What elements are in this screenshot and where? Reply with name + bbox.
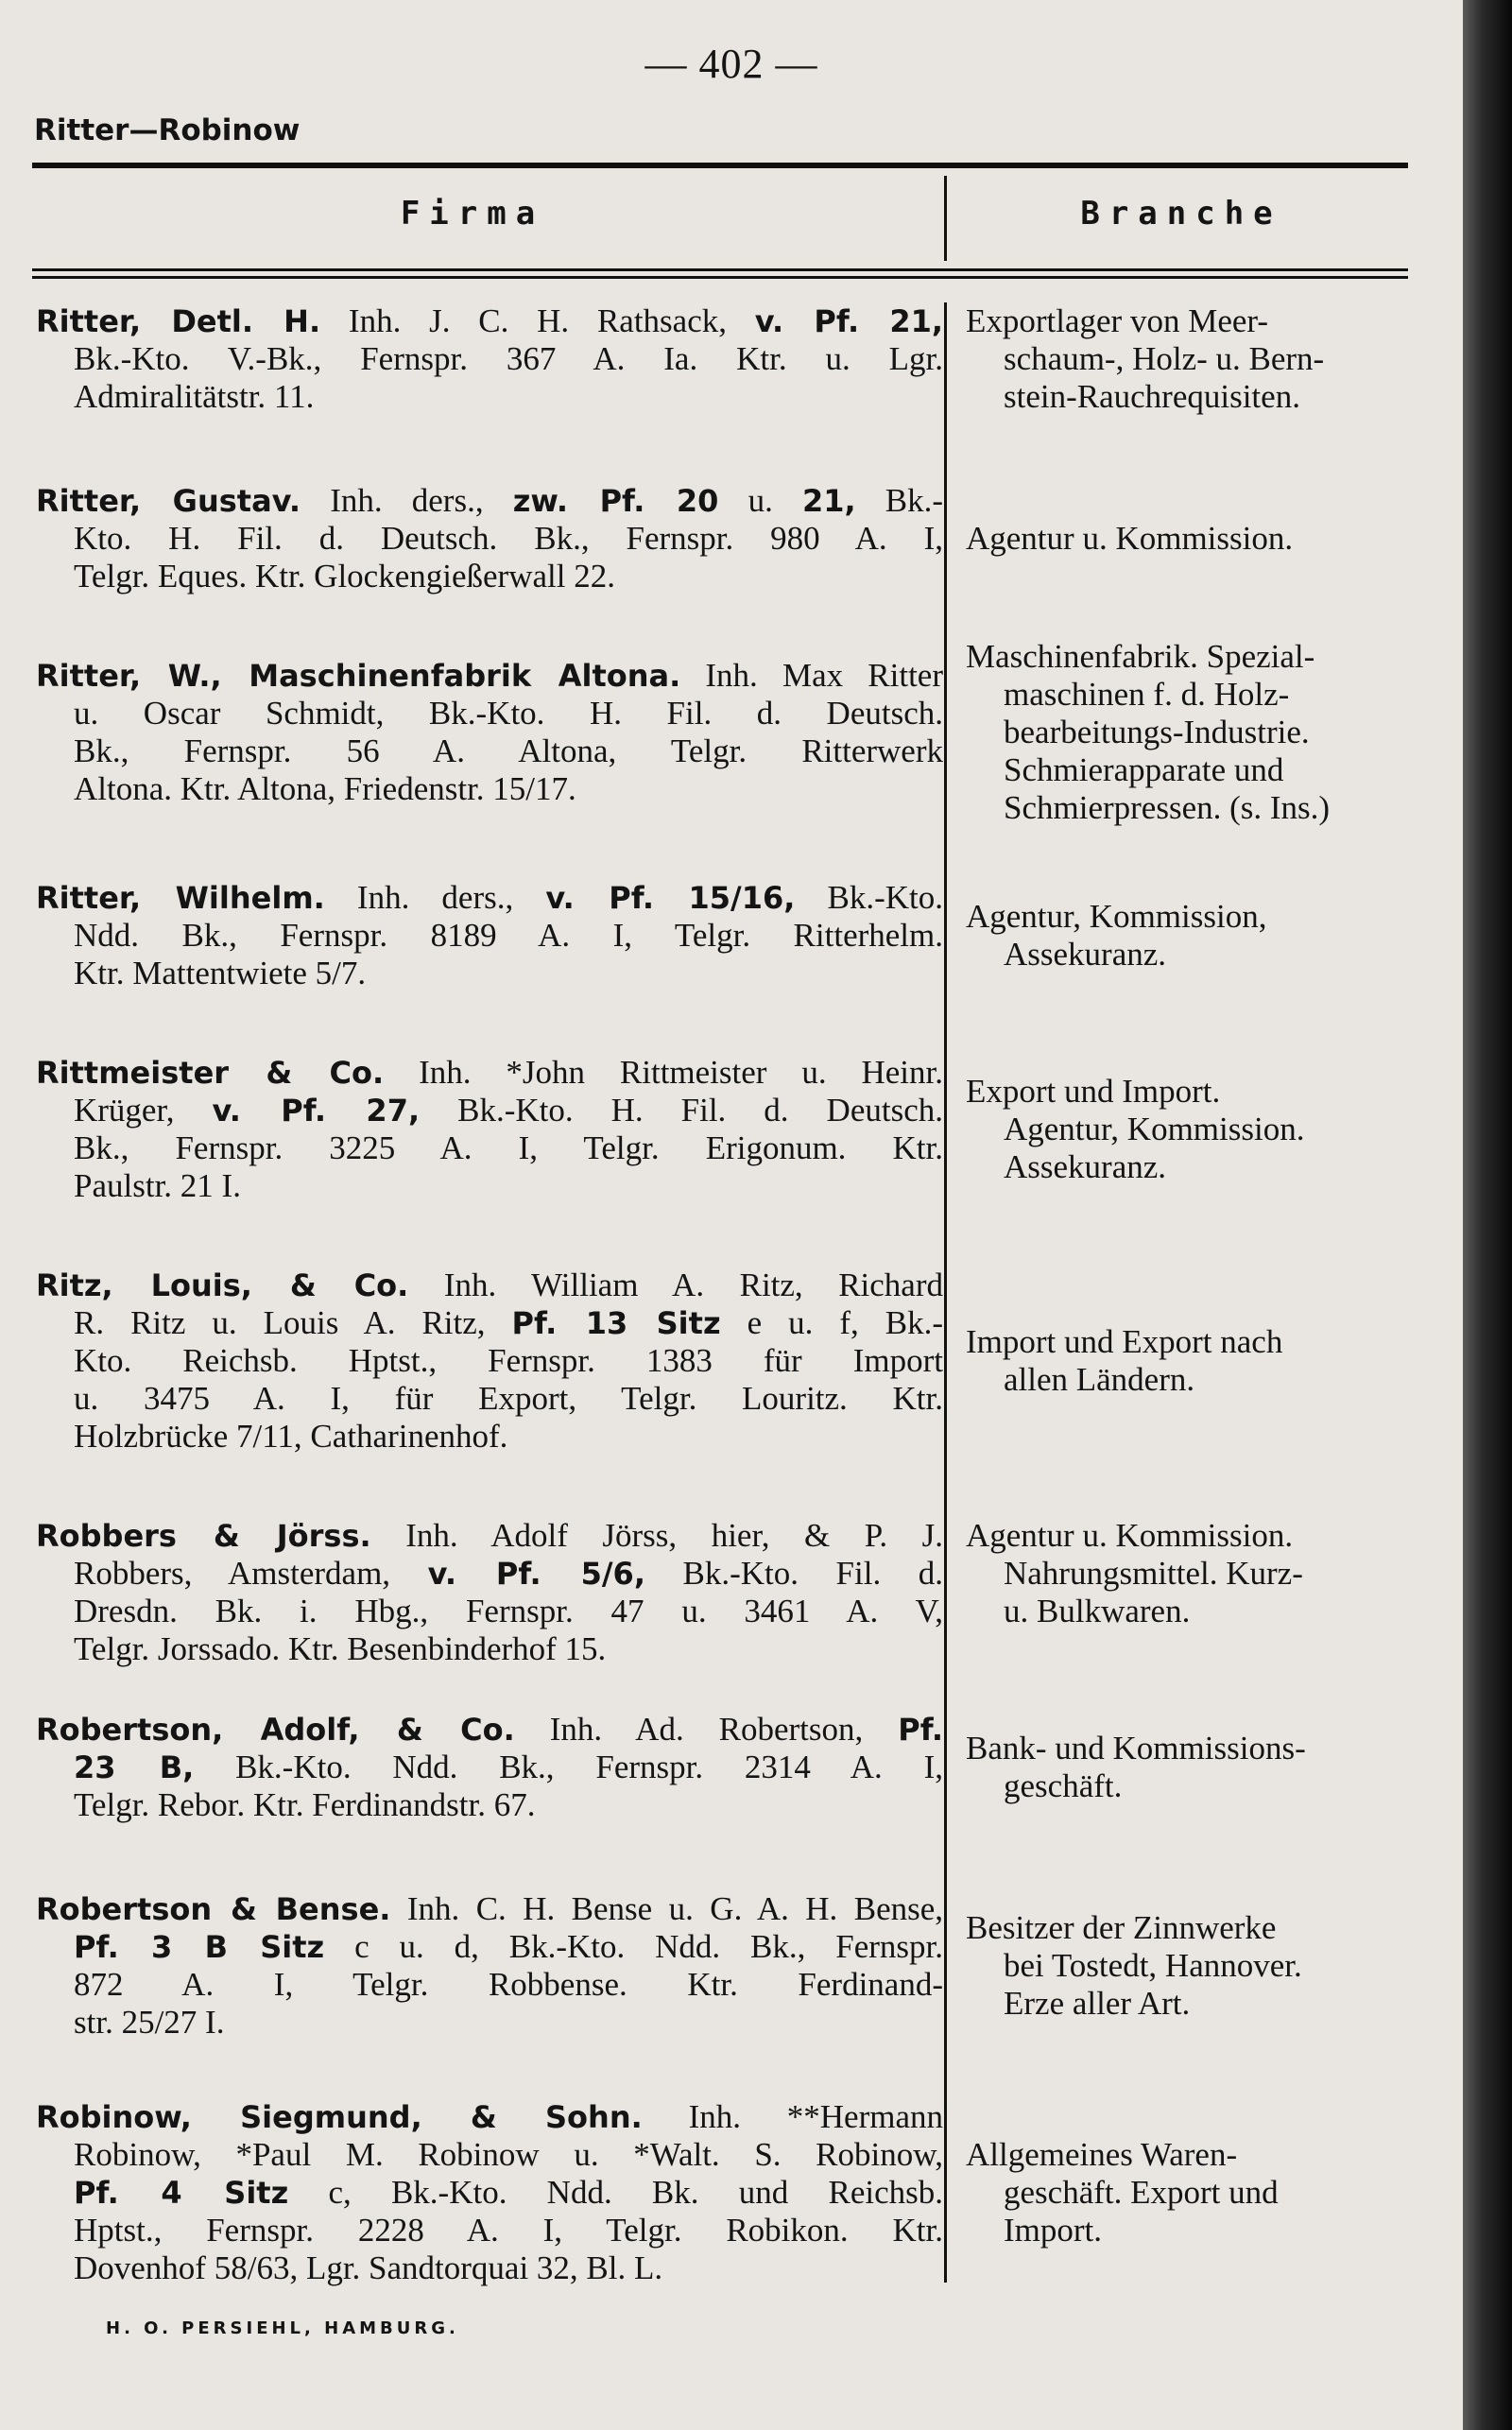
- firma-segment: u. 3475 A. I, für Export, Telgr. Louritz. Ktr.: [74, 1380, 943, 1417]
- branche-line: bei Tostedt, Hannover.: [1004, 1947, 1302, 1984]
- firma-text: [36, 482, 945, 595]
- firma-line-first: [36, 1517, 943, 1555]
- firma-line: [36, 1749, 943, 1786]
- firma-line: [36, 1966, 943, 2004]
- branche-text: [966, 302, 1429, 416]
- firma-segment: Inh. ders.,: [301, 482, 513, 519]
- branche-line: bearbeitungs-Industrie.: [1004, 714, 1310, 750]
- firm-name: Ritter, Wilhelm.: [36, 880, 325, 916]
- branche-text: [966, 638, 1429, 827]
- directory-entry: [0, 1711, 1429, 1824]
- firma-segment: 21,: [801, 483, 856, 519]
- directory-entry: [0, 1890, 1429, 2042]
- firma-line: [36, 558, 943, 595]
- firma-segment: Pf. 4 Sitz: [74, 2175, 289, 2211]
- firma-line: [36, 1928, 943, 1966]
- firma-segment: Kto. H. Fil. d. Deutsch. Bk., Fernspr. 980 A. I,: [74, 520, 943, 557]
- firma-segment: Inh. **Hermann: [642, 2098, 943, 2135]
- firma-segment: Bk.-Kto. Fil. d.: [644, 1555, 943, 1592]
- firma-line: [36, 378, 943, 416]
- firm-name: Rittmeister & Co.: [36, 1055, 385, 1091]
- column-divider-header: [944, 176, 947, 261]
- firma-segment: Pf. 13 Sitz: [511, 1305, 721, 1341]
- firma-segment: 23 B,: [74, 1749, 195, 1785]
- directory-entry: [0, 879, 1429, 992]
- double-rule-lower: [32, 276, 1408, 279]
- branche-line: Agentur u. Kommission.: [966, 1517, 1294, 1554]
- firma-segment: Dresdn. Bk. i. Hbg., Fernspr. 47 u. 3461 A. V,: [74, 1593, 943, 1629]
- firma-segment: Inh. Max Ritter: [680, 657, 943, 694]
- directory-entry: [0, 638, 1429, 846]
- firm-name: Robertson, Adolf, & Co.: [36, 1712, 515, 1748]
- book-spine-shadow: [1463, 0, 1512, 2430]
- firma-segment: Altona. Ktr. Altona, Friedenstr. 15/17.: [74, 770, 576, 807]
- branche-line: geschäft.: [1004, 1767, 1123, 1804]
- firma-segment: Bk.-: [855, 482, 944, 519]
- firma-line: [36, 520, 943, 558]
- header-rule: [32, 163, 1408, 168]
- firma-line: [36, 770, 943, 808]
- branche-text: [966, 1730, 1429, 1843]
- firma-segment: Telgr. Rebor. Ktr. Ferdinandstr. 67.: [74, 1786, 536, 1823]
- firma-segment: Kto. Reichsb. Hptst., Fernspr. 1383 für Import: [74, 1342, 943, 1379]
- firma-line-first: [36, 657, 943, 695]
- directory-entry: [0, 1054, 1429, 1205]
- firma-line: [36, 732, 943, 770]
- firma-line: [36, 2136, 943, 2174]
- firma-line: [36, 2174, 943, 2212]
- firma-text: [36, 1054, 945, 1205]
- firma-segment: Bk., Fernspr. 3225 A. I, Telgr. Erigonum. Ktr.: [74, 1129, 943, 1166]
- firma-segment: zw. Pf. 20: [512, 483, 719, 519]
- branche-line: Maschinenfabrik. Spezial-: [966, 638, 1315, 675]
- printer-imprint: H. O. PERSIEHL, HAMBURG.: [106, 2318, 459, 2338]
- firma-line-first: [36, 482, 943, 520]
- firma-line-first: [36, 1267, 943, 1304]
- branche-line: Import und Export nach: [966, 1323, 1283, 1360]
- firma-line-first: [36, 1054, 943, 1092]
- firma-line: [36, 1092, 943, 1129]
- firma-line-first: [36, 879, 943, 917]
- branche-line: Bank- und Kommissions-: [966, 1730, 1306, 1766]
- firma-text: [36, 1267, 945, 1456]
- directory-entry: [0, 1517, 1429, 1668]
- firma-line: [36, 917, 943, 955]
- branche-text: [966, 1073, 1429, 1224]
- firma-segment: u.: [718, 482, 802, 519]
- branche-line: Schmierpressen. (s. Ins.): [1004, 789, 1331, 826]
- branche-line: u. Bulkwaren.: [1004, 1593, 1191, 1629]
- firma-segment: Paulstr. 21 I.: [74, 1167, 241, 1204]
- branche-line: Assekuranz.: [1004, 1148, 1167, 1185]
- branche-line: schaum-, Holz- u. Bern-: [1004, 340, 1325, 377]
- branche-line: Assekuranz.: [1004, 936, 1167, 973]
- firm-name: Ritter, Gustav.: [36, 483, 301, 519]
- branche-text: [966, 1323, 1429, 1512]
- firma-segment: Bk.-Kto. V.-Bk., Fernspr. 367 A. Ia. Ktr. u. Lgr.: [74, 340, 943, 377]
- branche-line: Allgemeines Waren-: [966, 2136, 1238, 2173]
- branche-line: Agentur u. Kommission.: [966, 520, 1294, 557]
- firma-text: [36, 1517, 945, 1668]
- firma-segment: Telgr. Jorssado. Ktr. Besenbinderhof 15.: [74, 1630, 607, 1667]
- firma-segment: e u. f, Bk.-: [720, 1304, 943, 1341]
- firma-text: [36, 2098, 945, 2287]
- firma-line: [36, 695, 943, 732]
- firma-line: [36, 1593, 943, 1630]
- firma-line-first: [36, 1890, 943, 1928]
- firma-line: [36, 340, 943, 378]
- firma-segment: v. Pf. 21,: [754, 303, 944, 339]
- firma-line: [36, 1380, 943, 1418]
- firma-segment: Pf.: [898, 1712, 944, 1748]
- firma-segment: Robbers, Amsterdam,: [74, 1555, 428, 1592]
- firma-text: [36, 1890, 945, 2042]
- branche-text: [966, 520, 1429, 633]
- firma-segment: Bk.-Kto.: [795, 879, 944, 916]
- firma-segment: v. Pf. 27,: [212, 1093, 421, 1129]
- firma-segment: Bk.-Kto. H. Fil. d. Deutsch.: [420, 1092, 943, 1129]
- double-rule-upper: [32, 268, 1408, 271]
- firma-line-first: [36, 2098, 943, 2136]
- firma-segment: v. Pf. 15/16,: [545, 880, 796, 916]
- firma-segment: Inh. J. C. H. Rathsack,: [320, 302, 755, 339]
- firma-segment: u. Oscar Schmidt, Bk.-Kto. H. Fil. d. Deutsch.: [74, 695, 943, 732]
- directory-entry: [0, 482, 1429, 595]
- firma-segment: Hptst., Fernspr. 2228 A. I, Telgr. Robikon. Ktr.: [74, 2212, 943, 2249]
- branche-text: [966, 1909, 1429, 2060]
- firma-segment: Robinow, *Paul M. Robinow u. *Walt. S. Robinow,: [74, 2136, 943, 2173]
- firma-segment: Bk.-Kto. Ndd. Bk., Fernspr. 2314 A. I,: [194, 1749, 944, 1785]
- firma-segment: Inh. C. H. Bense u. G. A. H. Bense,: [390, 1890, 944, 1927]
- column-header-firma: Firma: [400, 195, 545, 233]
- firma-segment: Ktr. Mattentwiete 5/7.: [74, 955, 367, 991]
- firma-segment: Inh. ders.,: [324, 879, 546, 916]
- branche-line: Import.: [1004, 2212, 1103, 2249]
- firm-name: Robertson & Bense.: [36, 1891, 391, 1927]
- firma-segment: Inh. Adolf Jörss, hier, & P. J.: [370, 1517, 944, 1554]
- branche-text: [966, 2136, 1429, 2325]
- firma-text: [36, 879, 945, 992]
- column-header-branche: Branche: [1080, 195, 1282, 233]
- firma-line: [36, 2212, 943, 2249]
- branche-line: Agentur, Kommission,: [966, 898, 1267, 935]
- firma-text: [36, 657, 945, 846]
- branche-line: Agentur, Kommission.: [1004, 1111, 1305, 1147]
- firma-line: [36, 2004, 943, 2042]
- branche-line: geschäft. Export und: [1004, 2174, 1279, 2211]
- firma-line: [36, 1786, 943, 1824]
- firma-segment: 872 A. I, Telgr. Robbense. Ktr. Ferdinand-: [74, 1966, 943, 2003]
- firma-segment: Inh. *John Rittmeister u. Heinr.: [384, 1054, 944, 1091]
- branche-line: maschinen f. d. Holz-: [1004, 676, 1290, 713]
- branche-line: Besitzer der Zinnwerke: [966, 1909, 1277, 1946]
- firma-line-first: [36, 1711, 943, 1749]
- firma-segment: Holzbrücke 7/11, Catharinenhof.: [74, 1418, 508, 1455]
- firma-segment: Pf. 3 B Sitz: [74, 1929, 325, 1965]
- directory-entry: [0, 1267, 1429, 1456]
- firma-segment: Dovenhof 58/63, Lgr. Sandtorquai 32, Bl. L.: [74, 2249, 663, 2286]
- firma-line: [36, 1304, 943, 1342]
- firma-line: [36, 955, 943, 992]
- firma-text: [36, 1711, 945, 1824]
- page-number: — 402 —: [644, 41, 818, 87]
- firma-segment: Admiralitätstr. 11.: [74, 378, 315, 415]
- firma-line: [36, 1167, 943, 1205]
- firma-segment: R. Ritz u. Louis A. Ritz,: [74, 1304, 512, 1341]
- firma-segment: Krüger,: [74, 1092, 213, 1129]
- branche-text: [966, 898, 1429, 1011]
- firma-segment: Telgr. Eques. Ktr. Glockengießerwall 22.: [74, 558, 615, 595]
- firma-segment: Bk., Fernspr. 56 A. Altona, Telgr. Ritterwerk: [74, 732, 943, 769]
- firma-segment: c, Bk.-Kto. Ndd. Bk. und Reichsb.: [288, 2174, 943, 2211]
- branche-text: [966, 1517, 1429, 1668]
- firma-segment: Inh. William A. Ritz, Richard: [408, 1267, 943, 1303]
- firma-segment: Ndd. Bk., Fernspr. 8189 A. I, Telgr. Ritterhelm.: [74, 917, 943, 954]
- firma-line: [36, 1342, 943, 1380]
- directory-entry: [0, 2098, 1429, 2287]
- firm-name: Ritter, Detl. H.: [36, 303, 321, 339]
- branche-line: Schmierapparate und: [1004, 751, 1284, 788]
- firma-segment: Inh. Ad. Robertson,: [514, 1711, 899, 1748]
- firma-line-first: [36, 302, 943, 340]
- branche-line: stein-Rauchrequisiten.: [1004, 378, 1300, 415]
- branche-line: allen Ländern.: [1004, 1361, 1195, 1398]
- firma-segment: v. Pf. 5/6,: [427, 1556, 645, 1592]
- firma-text: [36, 302, 945, 416]
- branche-line: Export und Import.: [966, 1073, 1221, 1110]
- branche-line: Nahrungsmittel. Kurz-: [1004, 1555, 1303, 1592]
- firm-name: Robbers & Jörss.: [36, 1518, 371, 1554]
- firma-line: [36, 1129, 943, 1167]
- firma-segment: c u. d, Bk.-Kto. Ndd. Bk., Fernspr.: [324, 1928, 944, 1965]
- directory-entry: [0, 302, 1429, 416]
- branche-line: Erze aller Art.: [1004, 1985, 1191, 2022]
- running-head: Ritter—Robinow: [34, 113, 301, 147]
- firm-name: Ritter, W., Maschinenfabrik Altona.: [36, 658, 681, 694]
- branche-line: Exportlager von Meer-: [966, 302, 1269, 339]
- firma-segment: str. 25/27 I.: [74, 2004, 225, 2041]
- firm-name: Ritz, Louis, & Co.: [36, 1267, 409, 1303]
- firma-line: [36, 2249, 943, 2287]
- firma-line: [36, 1555, 943, 1593]
- firm-name: Robinow, Siegmund, & Sohn.: [36, 2099, 643, 2135]
- firma-line: [36, 1418, 943, 1456]
- firma-line: [36, 1630, 943, 1668]
